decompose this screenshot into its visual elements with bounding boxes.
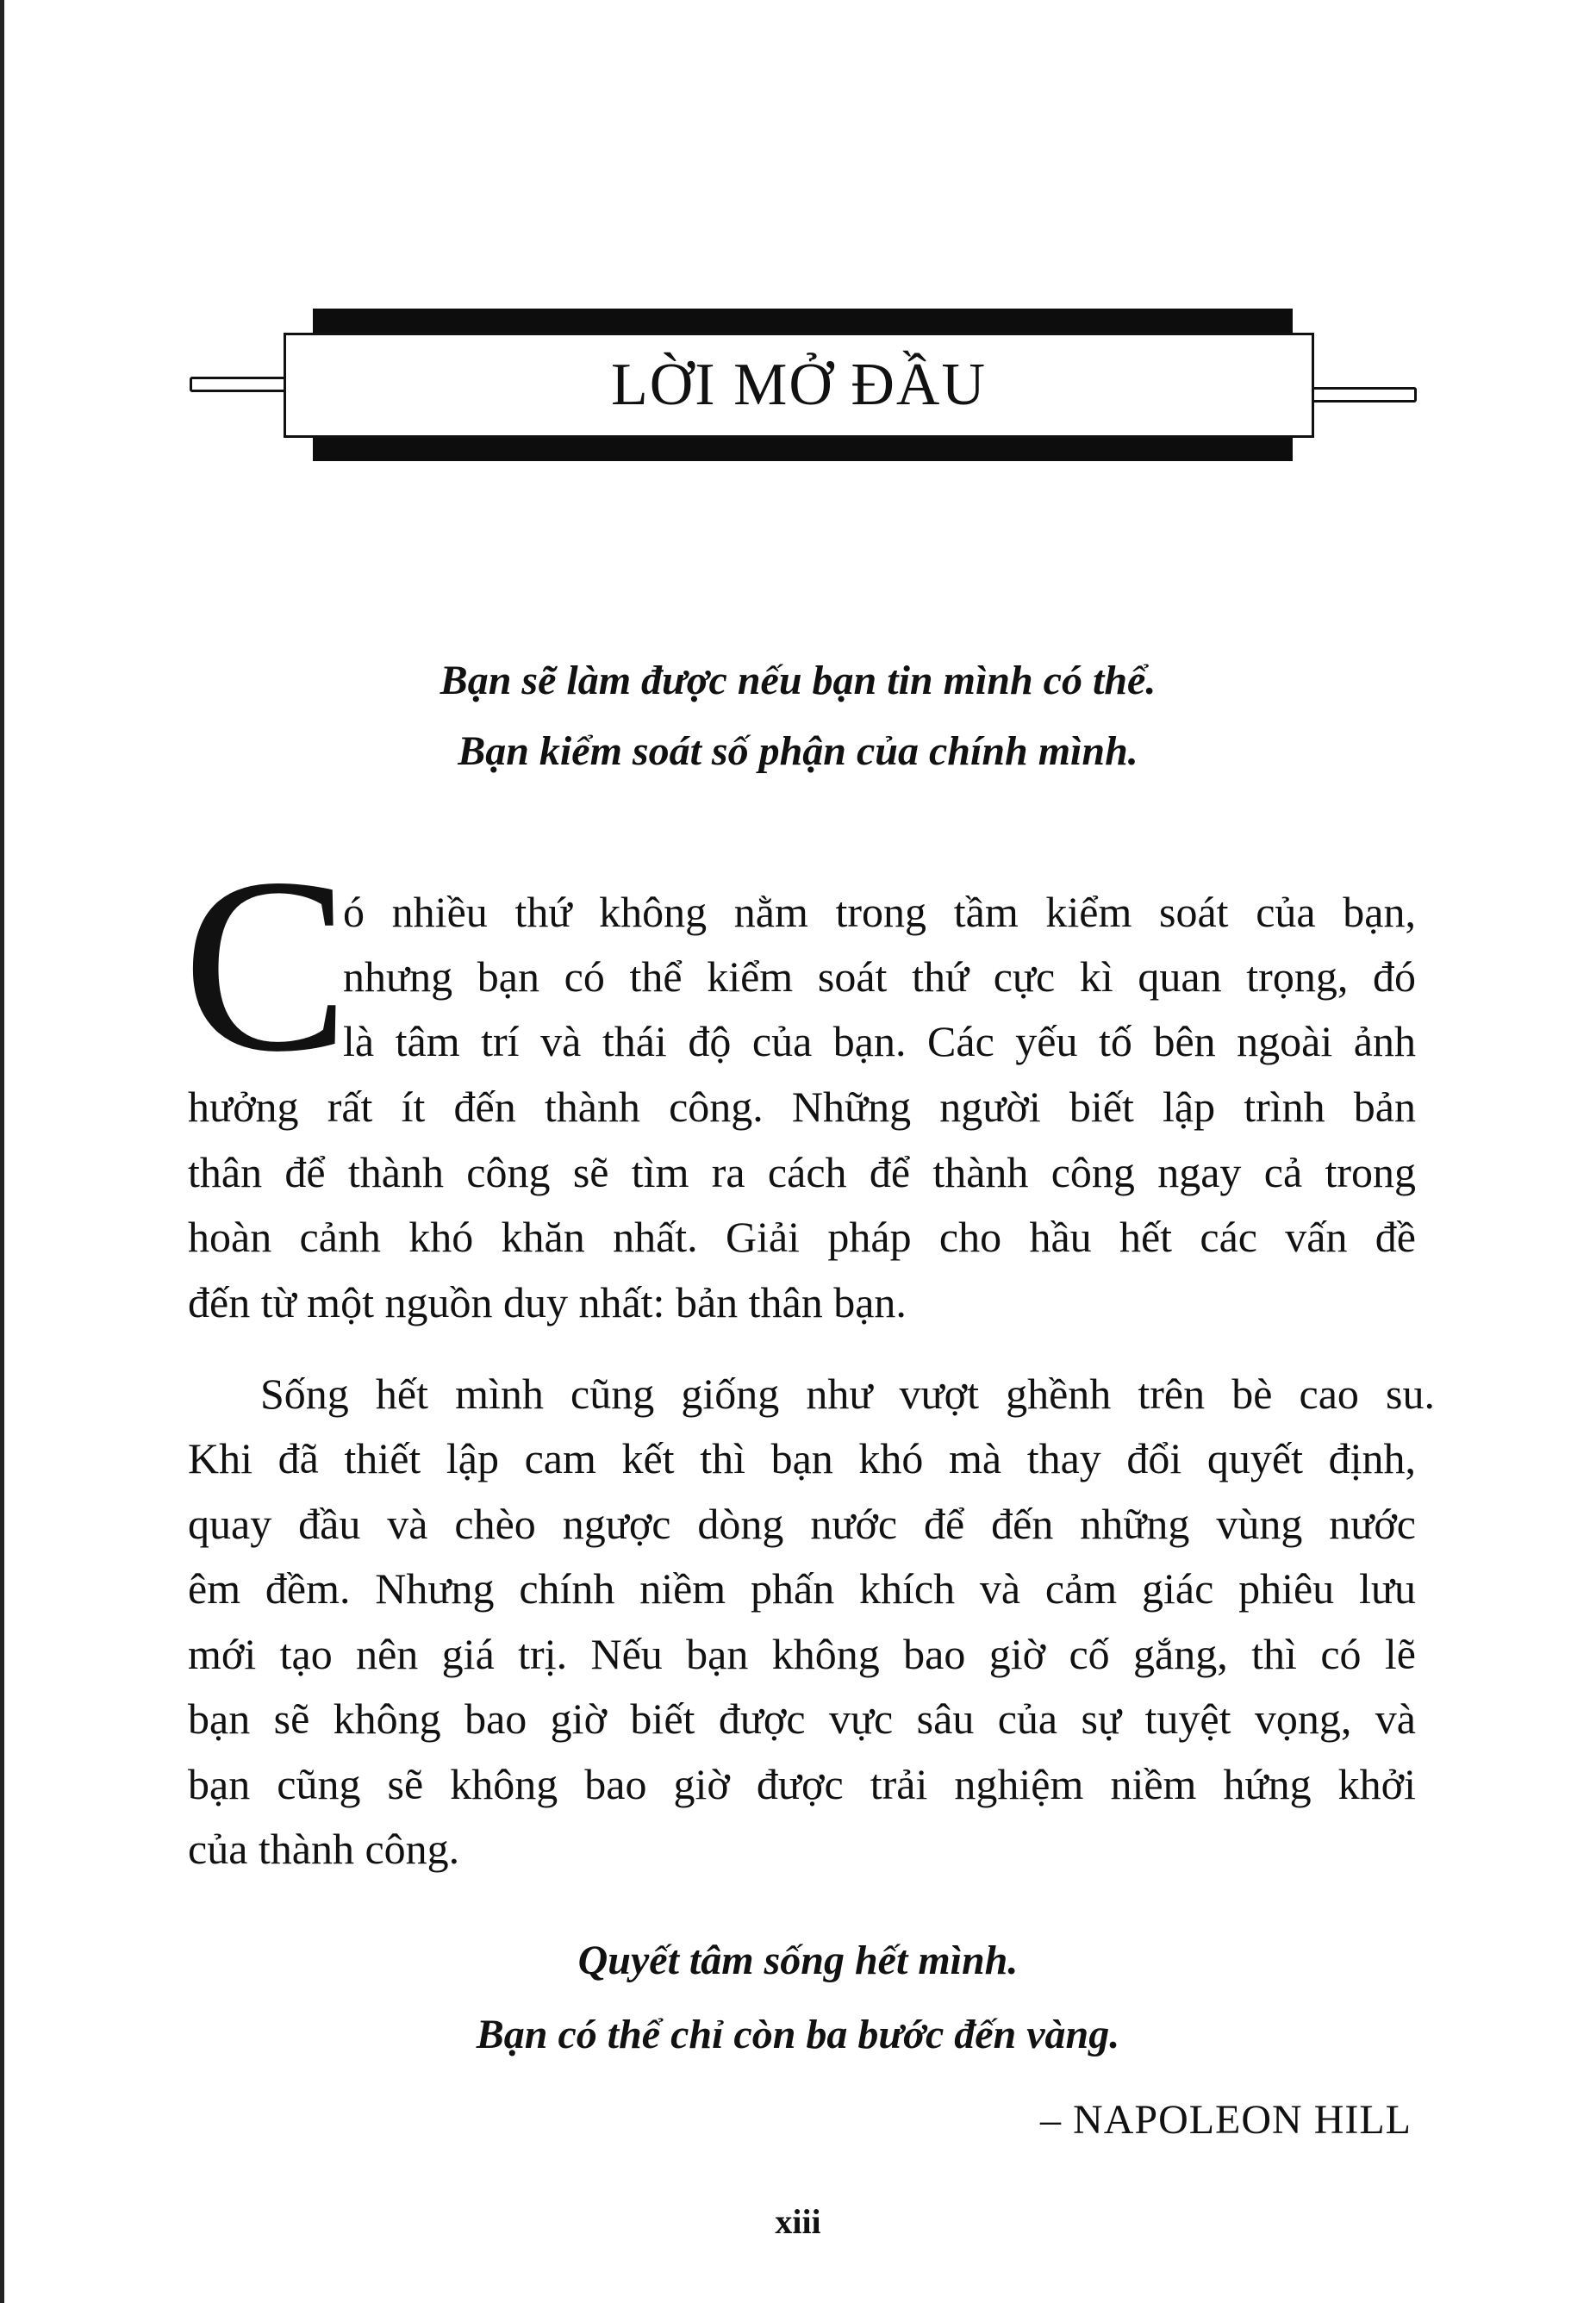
epigraph-line-2: Bạn kiểm soát số phận của chính mình.	[458, 728, 1138, 774]
paragraph-2-line: quay đầu và chèo ngược dòng nước để đến những vùng nước	[188, 1500, 1416, 1548]
paragraph-2-line: bạn cũng sẽ không bao giờ được trải nghiệm niềm hứng khởi	[188, 1760, 1416, 1808]
paragraph-2-line: Sống hết mình cũng giống như vượt ghềnh trên bè cao su.	[260, 1370, 1435, 1418]
paragraph-1-line: thân để thành công sẽ tìm ra cách để thành công ngay cả trong	[188, 1148, 1416, 1196]
paragraph-2-line: êm đềm. Nhưng chính niềm phấn khích và cảm giác phiêu lưu	[188, 1564, 1416, 1613]
epigraph-line-1: Bạn sẽ làm được nếu bạn tin mình có thể.	[440, 658, 1156, 703]
paragraph-1-line: nhưng bạn có thể kiểm soát thứ cực kì quan trọng, đó	[343, 952, 1416, 1001]
paragraph-1-line: hưởng rất ít đến thành công. Những người biết lập trình bản	[188, 1083, 1416, 1131]
header-left-peg	[190, 377, 286, 392]
header-box	[284, 333, 1314, 438]
drop-cap: C	[183, 827, 350, 1103]
paragraph-2-line: bạn sẽ không bao giờ biết được vực sâu của sự tuyệt vọng, và	[188, 1694, 1416, 1743]
paragraph-2-line: Khi đã thiết lập cam kết thì bạn khó mà thay đổi quyết định,	[188, 1434, 1416, 1482]
paragraph-1-line: đến từ một nguồn duy nhất: bản thân bạn.	[188, 1278, 907, 1326]
page-number: xiii	[775, 2202, 821, 2241]
paragraph-1-line: hoàn cảnh khó khăn nhất. Giải pháp cho hầu hết các vấn đề	[188, 1213, 1416, 1261]
paragraph-2-line: mới tạo nên giá trị. Nếu bạn không bao giờ cố gắng, thì có lẽ	[188, 1630, 1416, 1678]
chapter-title: LỜI MỞ ĐẦU	[610, 352, 988, 418]
paragraph-1-line: ó nhiều thứ không nằm trong tầm kiểm soát của bạn,	[343, 888, 1416, 936]
header-bottom-bar	[313, 438, 1293, 461]
quote-attribution: – NAPOLEON HILL	[1040, 2097, 1412, 2143]
closing-quote-line-1: Quyết tâm sống hết mình.	[577, 1938, 1019, 1983]
header-top-bar	[313, 309, 1293, 333]
header-right-peg	[1312, 387, 1417, 403]
paragraph-2-line: của thành công.	[188, 1825, 460, 1873]
paragraph-1-line: là tâm trí và thái độ của bạn. Các yếu tố bên ngoài ảnh	[343, 1017, 1416, 1065]
closing-quote-line-2: Bạn có thể chỉ còn ba bước đến vàng.	[476, 2012, 1120, 2057]
